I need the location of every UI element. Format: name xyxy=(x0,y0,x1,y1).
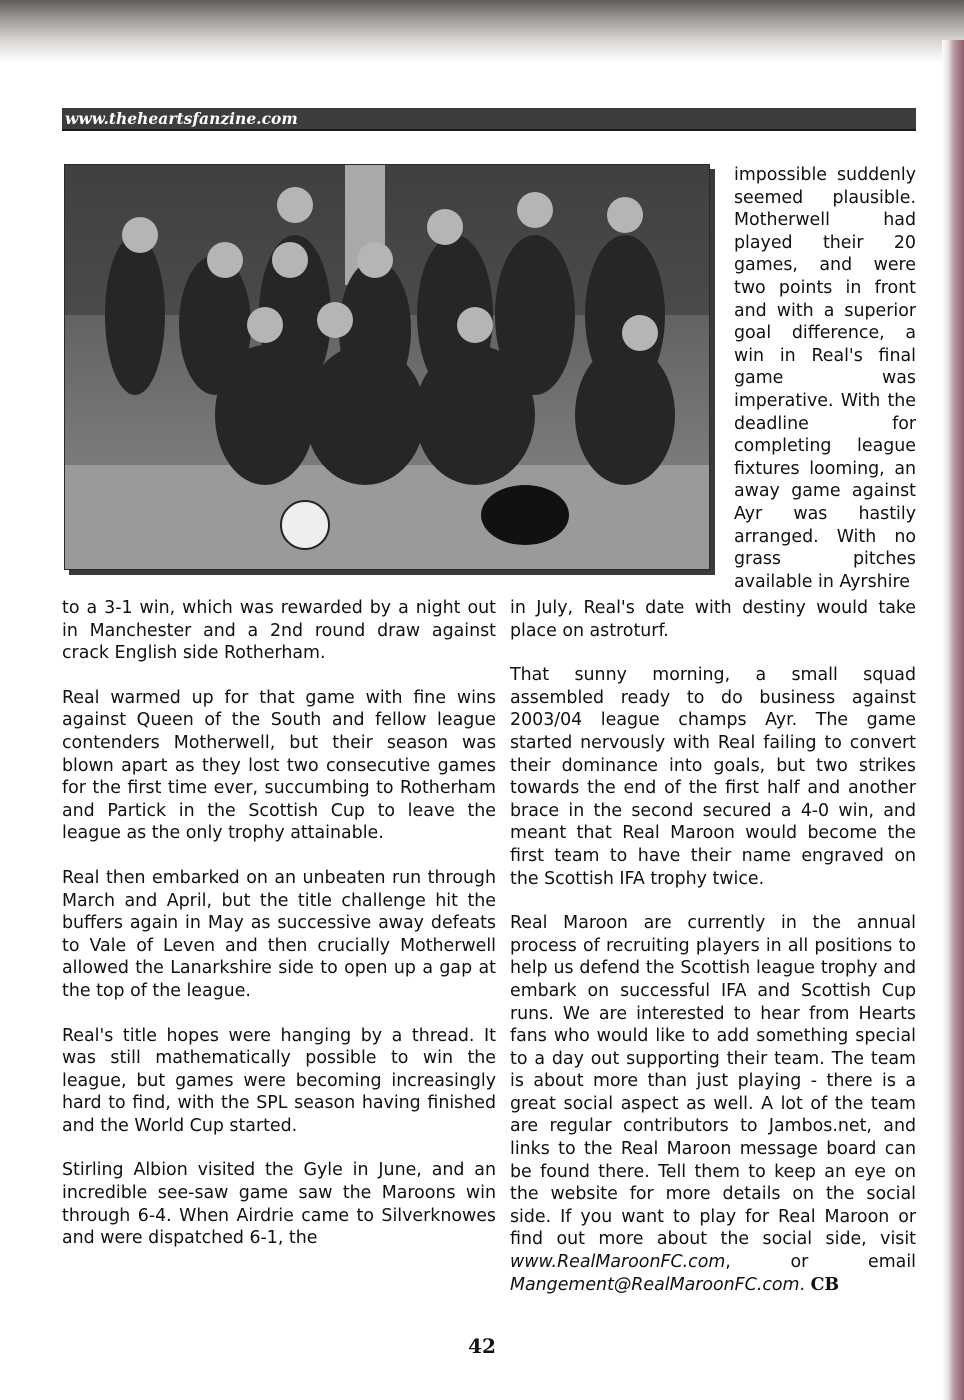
header-bar xyxy=(62,108,916,131)
closing-paragraph xyxy=(510,912,916,1296)
article-left-column xyxy=(62,597,496,1250)
page-number: 42 xyxy=(468,1334,496,1358)
scan-shadow xyxy=(0,0,964,62)
team-photo-icon xyxy=(65,165,709,569)
article-paragraph: in July, Real's date with destiny would take place on astroturf. xyxy=(510,598,916,641)
website-link[interactable]: www.RealMaroonFC.com xyxy=(510,1252,726,1273)
closing-text: Real Maroon are currently in the annual process of recruiting players in all positions to help us defend the Scottish league trophy and embark on successful IFA and Scottish Cup runs. We are interested to hear from Hearts fans who would like to add something special to a day out supporting their team. The team is about more than just playing - there is a great social aspect as well. A lot of the team are regular contributors to Jambos.net, and links to the Real Maroon message board can be found there. Tell them to keep an eye on the website for more details on the social side. If you want to play for Real Maroon or find out more about the social side, visit xyxy=(510,913,916,1250)
closing-period: . xyxy=(799,1274,806,1295)
author-signature: CB xyxy=(810,1274,840,1295)
article-right-column xyxy=(510,597,916,1296)
or-email-text: , or email xyxy=(725,1252,916,1273)
article-paragraph: Real's title hopes were hanging by a thread. It was still mathematically possible to win the league, but games were becoming increasingly hard to find, with the SPL season having finished and the World Cup started. xyxy=(62,1025,496,1136)
header-url: www.theheartsfanzine.com xyxy=(65,109,298,128)
article-paragraph: Real then embarked on an unbeaten run through March and April, but the title challenge hit the buffers again in May as successive away defeats to Vale of Leven and then crucially Motherwell allowed the Lanarkshire side to open up a gap at the top of the league. xyxy=(62,867,496,1001)
article-paragraph: to a 3-1 win, which was rewarded by a night out in Manchester and a 2nd round draw against crack English side Rotherham. xyxy=(62,598,496,664)
article-paragraph: That sunny morning, a small squad assembled ready to do business against 2003/04 league champs Ayr. The game started nervously with Real failing to convert their dominance into goals, but two strikes towards the end of the first half and another brace in the second secured a 4-0 win, and meant that Real Maroon would become the first team to have their name engraved on the Scottish IFA trophy twice. xyxy=(510,665,916,889)
article-paragraph: Real warmed up for that game with fine wins against Queen of the South and fellow league contenders Motherwell, but their season was blown apart as they lost two consecutive games for the first time ever, succumbing to Rotherham and Partick in the Scottish Cup to leave the league as the only trophy attainable. xyxy=(62,687,496,844)
page-edge xyxy=(942,40,964,1400)
email-link[interactable]: Mangement@RealMaroonFC.com xyxy=(510,1274,800,1295)
article-wrap-text: impossible suddenly seemed plausible. Motherwell had played their 20 games, and were two points in front and with a superior goal difference, a win in Real's final game was imperative. With the deadline for completing league fixtures looming, an away game against Ayr was hastily arranged. With no grass pitches available in Ayrshire xyxy=(734,165,916,592)
team-photo xyxy=(64,164,710,570)
article-paragraph: Stirling Albion visited the Gyle in June, and an incredible see-saw game saw the Maroons win through 6-4. When Airdrie came to Silverknowes and were dispatched 6-1, the xyxy=(62,1160,496,1249)
